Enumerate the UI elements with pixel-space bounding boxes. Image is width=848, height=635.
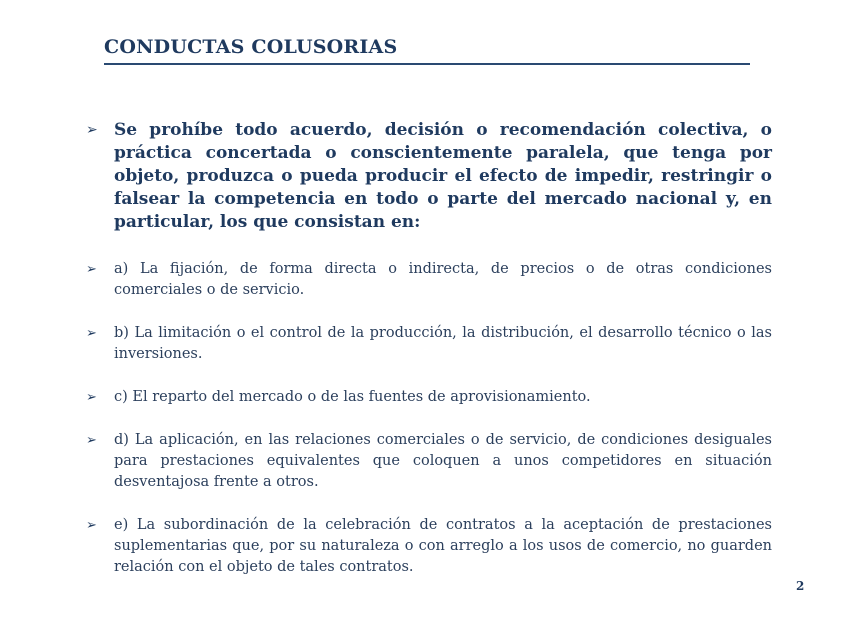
list-item-text: e) La subordinación de la celebración de contratos a la aceptación de prestaciones suplementarias que, por su naturaleza o con arreglo a los usos de comercio, no guarden relación con el objeto de tales contratos. bbox=[114, 517, 772, 575]
list-item-text: b) La limitación o el control de la producción, la distribución, el desarrollo técnico o las inversiones. bbox=[114, 325, 772, 362]
arrow-bullet-icon: ➢ bbox=[86, 122, 98, 138]
list-item bbox=[86, 323, 772, 365]
arrow-bullet-icon: ➢ bbox=[86, 433, 97, 448]
list-item-text: c) El reparto del mercado o de las fuentes de aprovisionamiento. bbox=[114, 389, 591, 405]
arrow-bullet-icon: ➢ bbox=[86, 518, 97, 533]
arrow-bullet-icon: ➢ bbox=[86, 326, 97, 341]
list-item-text: a) La fijación, de forma directa o indirecta, de precios o de otras condiciones comerciales o de servicio. bbox=[114, 261, 772, 298]
title-underline bbox=[104, 63, 750, 65]
page-number: 2 bbox=[796, 579, 805, 593]
main-point bbox=[86, 119, 772, 234]
slide-title: CONDUCTAS COLUSORIAS bbox=[104, 36, 398, 58]
main-point-text: Se prohíbe todo acuerdo, decisión o recomendación colectiva, o práctica concertada o conscientemente paralela, que tenga por objeto, produzca o pueda producir el efecto de impedir, restringir o falsear la competencia en todo o parte del mercado nacional y, en particular, los que consistan en: bbox=[114, 120, 772, 232]
list-item bbox=[86, 259, 772, 301]
list-item bbox=[86, 430, 772, 493]
list-item bbox=[86, 387, 772, 408]
arrow-bullet-icon: ➢ bbox=[86, 262, 97, 277]
list-item bbox=[86, 515, 772, 578]
arrow-bullet-icon: ➢ bbox=[86, 390, 97, 405]
list-item-text: d) La aplicación, en las relaciones comerciales o de servicio, de condiciones desiguales para prestaciones equivalentes que coloquen a unos competidores en situación desventajosa frente a otros. bbox=[114, 432, 772, 490]
